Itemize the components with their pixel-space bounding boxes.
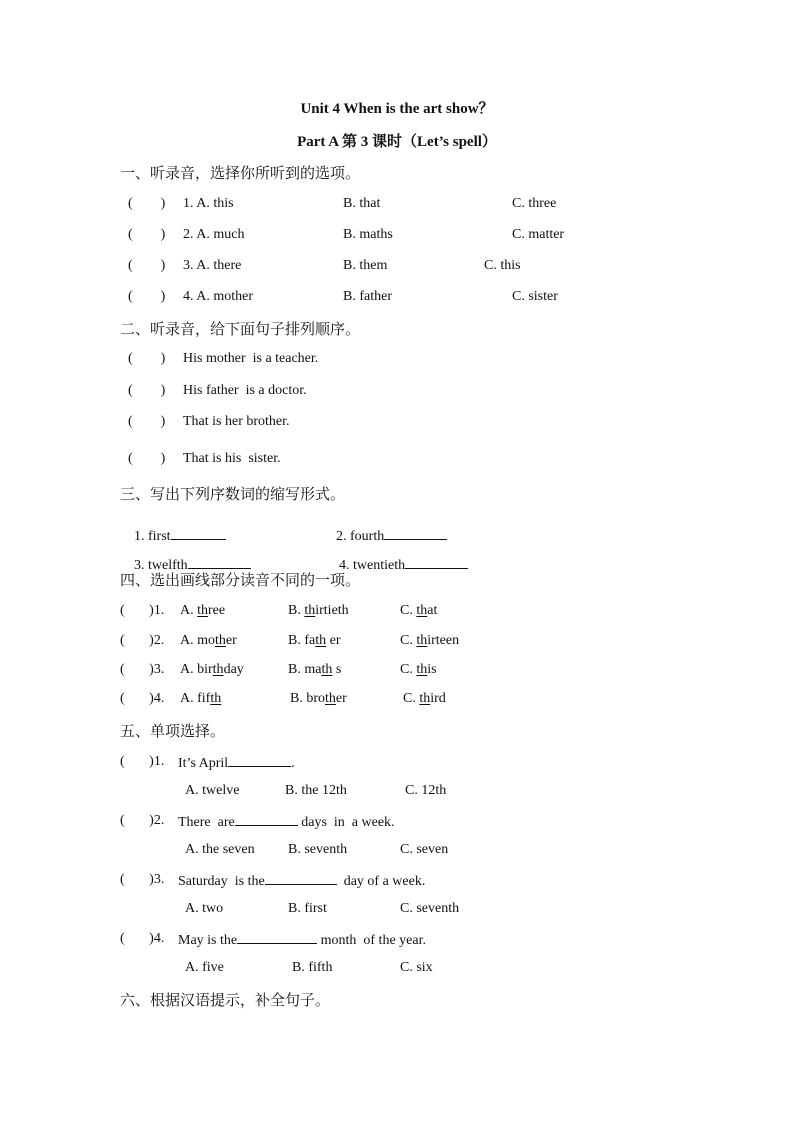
option-c: C. that — [400, 603, 438, 618]
answer-bracket[interactable]: ( )2. — [120, 633, 165, 648]
answer-bracket[interactable]: ( )4. — [120, 931, 165, 946]
page-title: Unit 4 When is the art show？ — [300, 101, 494, 117]
section-4-heading: 四、选出画线部分读音不同的一项。 — [120, 573, 361, 589]
question-text: Saturday is the day of a week. — [178, 874, 426, 889]
option-b: B. first — [288, 901, 327, 916]
option-c: C. six — [400, 960, 433, 975]
option-a: A. three — [180, 603, 226, 618]
option-c: C. this — [400, 662, 437, 677]
section-3-heading: 三、写出下列序数词的缩写形式。 — [120, 487, 346, 503]
option-c: C. seventh — [400, 901, 460, 916]
answer-bracket[interactable]: ( ) — [128, 351, 166, 366]
option-b: B. thirtieth — [288, 603, 349, 618]
sentence: His mother is a teacher. — [183, 351, 319, 366]
option-b: B. fath er — [288, 633, 341, 648]
answer-bracket[interactable]: ( ) — [128, 196, 166, 211]
page-subtitle: Part A 第 3 课时（Let’s spell） — [297, 134, 497, 150]
option-a: A. fifth — [180, 691, 222, 706]
section-2-heading: 二、听录音，给下面句子排列顺序。 — [120, 322, 361, 338]
answer-bracket[interactable]: ( ) — [128, 451, 166, 466]
section-6-heading: 六、根据汉语提示，补全句子。 — [120, 993, 331, 1009]
option-b: B. them — [343, 258, 388, 273]
answer-bracket[interactable]: ( )4. — [120, 691, 165, 706]
option-c: C. seven — [400, 842, 449, 857]
answer-blank[interactable] — [384, 527, 447, 540]
answer-blank[interactable] — [265, 872, 337, 885]
ordinal-item: 3. twelfth — [120, 540, 251, 590]
option-a: A. twelve — [185, 783, 240, 798]
sentence: That is her brother. — [183, 414, 290, 429]
option-b: B. math s — [288, 662, 342, 677]
question-text: It’s April . — [178, 756, 295, 771]
option-a: 1. A. this — [183, 196, 234, 211]
option-b: B. seventh — [288, 842, 348, 857]
answer-bracket[interactable]: ( )1. — [120, 603, 165, 618]
ordinal-item: 2. fourth — [322, 511, 447, 561]
answer-bracket[interactable]: ( )2. — [120, 813, 165, 828]
answer-bracket[interactable]: ( ) — [128, 227, 166, 242]
answer-bracket[interactable]: ( ) — [128, 414, 166, 429]
option-b: B. the 12th — [285, 783, 347, 798]
answer-blank[interactable] — [237, 931, 317, 944]
answer-blank[interactable] — [228, 754, 291, 767]
section-5-heading: 五、单项选择。 — [120, 724, 226, 740]
question-text: There are days in a week. — [178, 815, 395, 830]
option-b: B. fifth — [292, 960, 333, 975]
option-a: A. mother — [180, 633, 237, 648]
answer-bracket[interactable]: ( )3. — [120, 872, 165, 887]
answer-blank[interactable] — [171, 527, 226, 540]
option-a: 3. A. there — [183, 258, 242, 273]
option-a: A. two — [185, 901, 224, 916]
option-b: B. father — [343, 289, 392, 304]
option-a: A. birthday — [180, 662, 244, 677]
answer-bracket[interactable]: ( ) — [128, 289, 166, 304]
option-a: A. the seven — [185, 842, 255, 857]
option-c: C. 12th — [405, 783, 447, 798]
option-c: C. sister — [512, 289, 558, 304]
option-c: C. this — [484, 258, 521, 273]
option-c: C. three — [512, 196, 557, 211]
sentence: That is his sister. — [183, 451, 281, 466]
option-c: C. thirteen — [400, 633, 460, 648]
answer-blank[interactable] — [235, 813, 298, 826]
answer-blank[interactable] — [188, 556, 251, 569]
option-c: C. third — [403, 691, 446, 706]
question-text: May is the month of the year. — [178, 933, 426, 948]
option-b: B. that — [343, 196, 381, 211]
answer-bracket[interactable]: ( )3. — [120, 662, 165, 677]
option-a: 2. A. much — [183, 227, 245, 242]
section-1-heading: 一、听录音，选择你所听到的选项。 — [120, 166, 361, 182]
option-a: A. five — [185, 960, 224, 975]
option-a: 4. A. mother — [183, 289, 253, 304]
answer-blank[interactable] — [405, 556, 468, 569]
option-b: B. maths — [343, 227, 393, 242]
ordinal-item: 1. first — [120, 511, 226, 561]
option-b: B. brother — [290, 691, 347, 706]
option-c: C. matter — [512, 227, 565, 242]
answer-bracket[interactable]: ( )1. — [120, 754, 165, 769]
sentence: His father is a doctor. — [183, 383, 307, 398]
answer-bracket[interactable]: ( ) — [128, 383, 166, 398]
answer-bracket[interactable]: ( ) — [128, 258, 166, 273]
ordinal-item: 4. twentieth — [325, 540, 468, 590]
